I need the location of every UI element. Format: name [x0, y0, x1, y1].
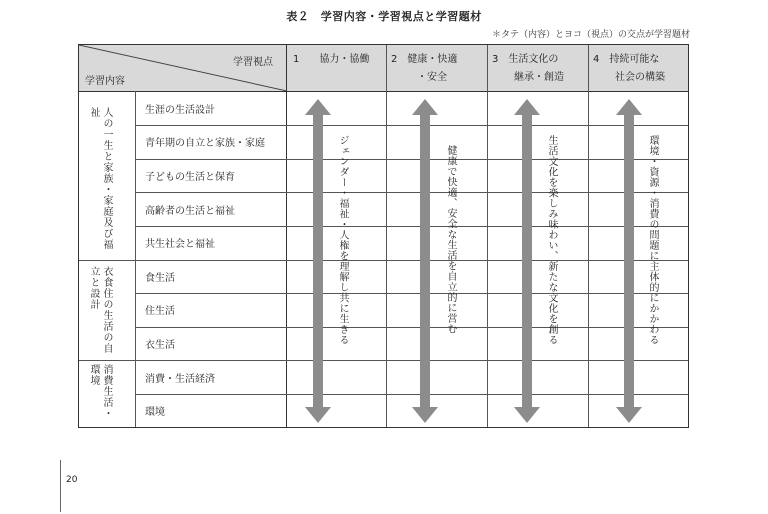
group-label-family: 人の一生と家族・家庭及び福祉: [88, 107, 112, 250]
group-divider: [79, 360, 688, 361]
item-childcare: 子どもの生活と保育: [145, 172, 235, 183]
item-symbiosis: 共生社会と福祉: [145, 239, 215, 250]
page-number: 20: [66, 475, 78, 485]
group-divider: [79, 260, 688, 261]
item-life-plan: 生涯の生活設計: [145, 105, 215, 116]
col-divider: [487, 45, 488, 427]
arrow-text-2: 健康で快適、安全な生活を自立的に営む: [445, 145, 456, 334]
double-arrow-icon: [514, 99, 540, 423]
learning-table: [78, 44, 689, 428]
table-title: 表２ 学習内容・学習視点と学習題材: [286, 10, 482, 23]
col-divider: [386, 45, 387, 427]
col-divider: [588, 45, 589, 427]
corner-label-viewpoint: 学習視点: [233, 57, 273, 68]
double-arrow-icon: [616, 99, 642, 423]
viewpoint-header-3: 3 生活文化の 継承・創造: [492, 54, 564, 83]
item-elderly: 高齢者の生活と福祉: [145, 206, 235, 217]
col-divider: [135, 91, 136, 427]
table-note: ＊タテ（内容）とヨコ（視点）の交点が学習題材: [491, 30, 690, 40]
viewpoint-header-4: 4 持続可能な 社会の構築: [593, 54, 665, 83]
double-arrow-icon: [305, 99, 331, 423]
double-arrow-icon: [412, 99, 438, 423]
arrow-text-1: ジェンダー・福祉・人権を理解し共に生きる: [337, 135, 348, 345]
viewpoint-header-2: 2 健康・快適 ・安全: [391, 54, 458, 83]
arrow-text-3: 生活文化を楽しみ味わい、新たな文化を創る: [546, 135, 557, 345]
group-label-consumer: 消費生活・環境: [88, 364, 112, 419]
item-housing: 住生活: [145, 306, 175, 317]
item-youth-family: 青年期の自立と家族・家庭: [145, 138, 265, 149]
arrow-text-4: 環境・資源・消費の問題に主体的にかかわる: [647, 135, 658, 345]
item-consumer-economy: 消費・生活経済: [145, 374, 215, 385]
viewpoint-header-1: 1 協力・協働: [293, 54, 370, 65]
corner-label-content: 学習内容: [85, 76, 125, 87]
item-food: 食生活: [145, 273, 175, 284]
col-divider: [286, 45, 287, 427]
group-label-living: 衣食住の生活の自立と設計: [88, 266, 112, 354]
item-clothing: 衣生活: [145, 340, 175, 351]
page-margin-line: [60, 460, 61, 512]
item-environment: 環境: [145, 407, 165, 418]
